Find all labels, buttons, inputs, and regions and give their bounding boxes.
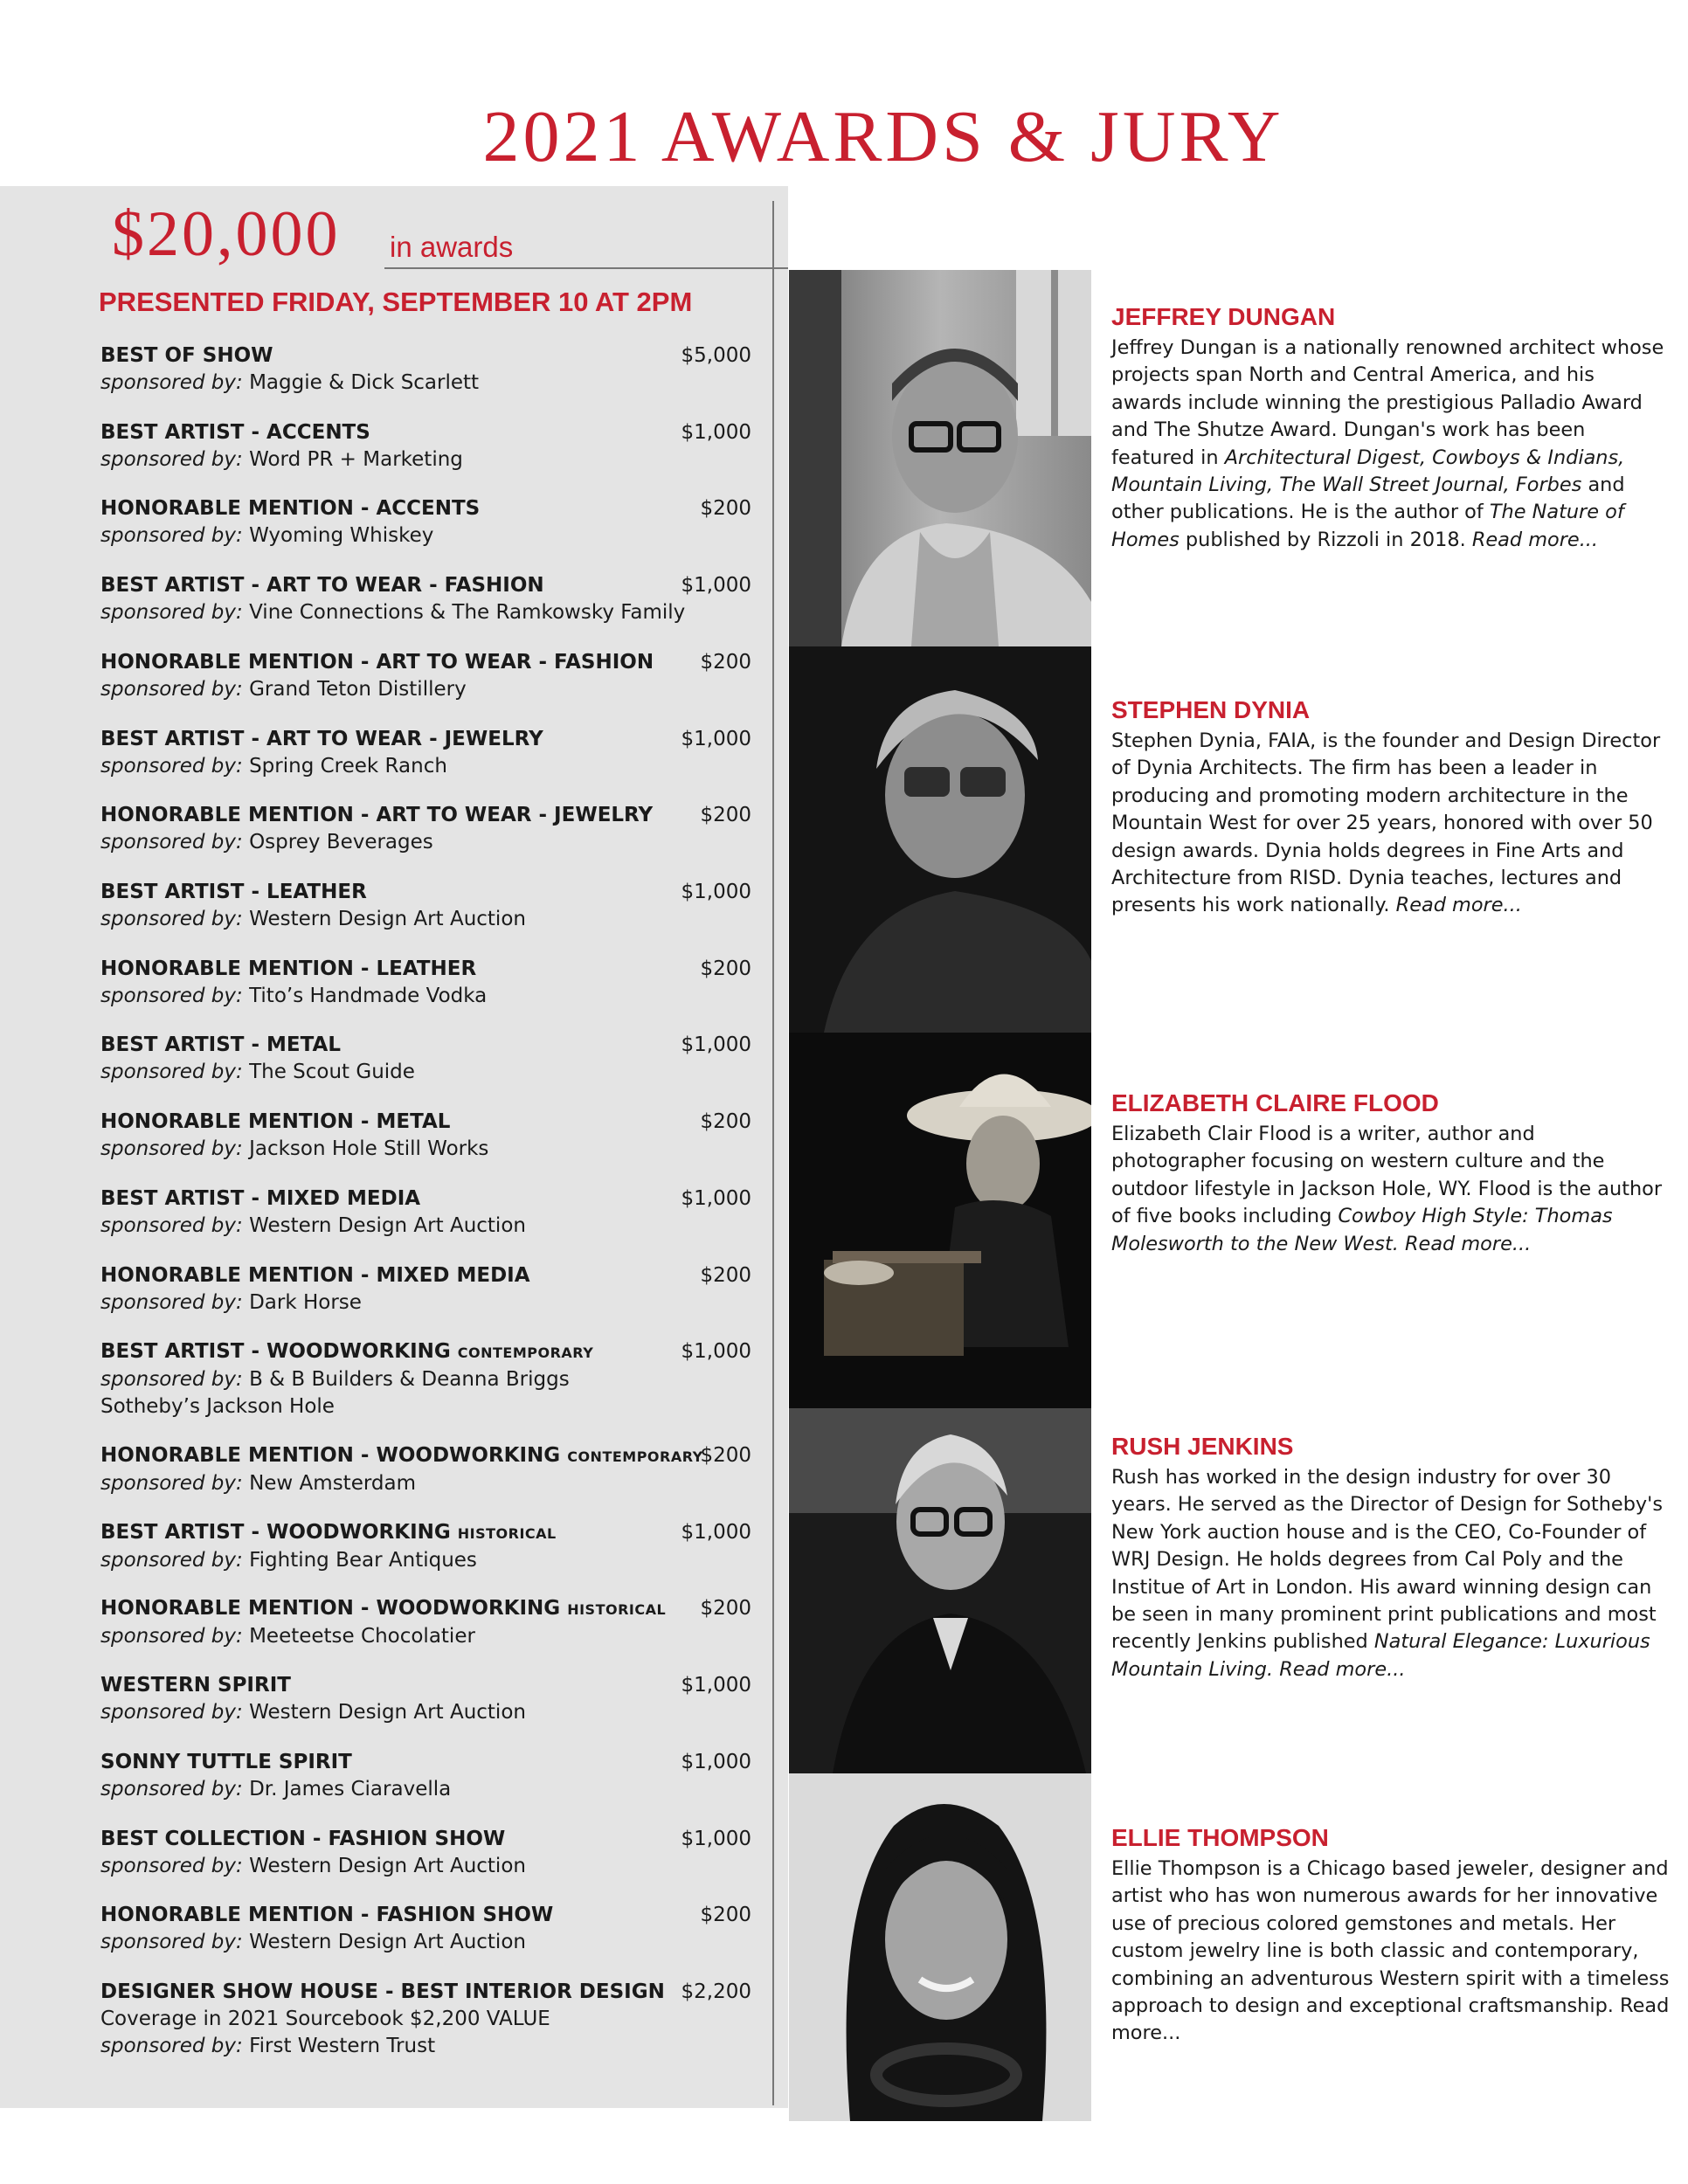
award-note: Coverage in 2021 Sourcebook $2,200 VALUE <box>100 2008 550 2030</box>
award-prize: $5,000 <box>681 344 751 367</box>
award-item <box>100 879 751 933</box>
sponsor-name: Western Design Art Auction <box>249 908 526 930</box>
award-sponsor <box>100 446 751 473</box>
jury-entry-jeffrey-dungan <box>1111 301 1671 554</box>
sponsor-name: Word PR + Marketing <box>249 448 463 471</box>
sponsor-label: sponsored by: <box>100 678 243 701</box>
sponsor-label: sponsored by: <box>100 1291 243 1314</box>
jury-bio <box>1111 1856 1671 2048</box>
jury-bio <box>1111 335 1671 554</box>
award-prize: $1,000 <box>681 728 751 750</box>
award-name: BEST ARTIST - ART TO WEAR - JEWELRY <box>100 728 543 750</box>
sponsor-name: Dr. James Ciaravella <box>249 1778 452 1800</box>
award-sponsor <box>100 753 751 780</box>
sponsor-label: sponsored by: <box>100 985 243 1007</box>
presentation-date: PRESENTED FRIDAY, SEPTEMBER 10 AT 2PM <box>99 287 693 317</box>
sponsor-name: Western Design Art Auction <box>249 1214 526 1237</box>
bio-italic-text: Natural Elegance: Luxurious Mountain Living. Read more... <box>1111 1630 1650 1681</box>
sponsor-name: Wyoming Whiskey <box>249 524 434 547</box>
award-title <box>100 1262 751 1289</box>
award-title <box>100 1109 751 1136</box>
bio-text: published by Rizzoli in 2018. <box>1179 528 1472 551</box>
award-title <box>100 802 751 829</box>
award-title <box>100 726 751 753</box>
sponsor-name: Dark Horse <box>249 1291 362 1314</box>
award-name: HONORABLE MENTION - WOODWORKING <box>100 1444 561 1467</box>
sponsor-label: sponsored by: <box>100 755 243 778</box>
jury-entry-rush-jenkins <box>1111 1431 1671 1683</box>
jury-name: JEFFREY DUNGAN <box>1111 303 1336 330</box>
sponsor-name: Fighting Bear Antiques <box>249 1549 477 1572</box>
award-title <box>100 879 751 906</box>
jury-photo-ellie-thompson <box>789 1773 1091 2121</box>
bio-text: Rush has worked in the design industry for over 30 years. He served as the Director of Design for Sotheby's New York auction house and is the CEO, Co-Founder of WRJ Design. He holds degrees from Cal Poly and the Institue of Art in London. His award winning design can be seen in many prominent print publications and most recently Jenkins published <box>1111 1466 1663 1654</box>
award-prize: $1,000 <box>681 881 751 903</box>
portrait-image <box>789 1033 1091 1408</box>
bio-text: Stephen Dynia, FAIA, is the founder and Design Director of Dynia Architects. The firm has been a leader in producing and promoting modern architecture in the Mountain West for over 25 years, honored with over 50 design awards. Dynia holds degrees in Fine Arts and Architecture from RISD. Dynia teaches, lectures and presents his work nationally. <box>1111 729 1661 917</box>
jury-name: ELIZABETH CLAIRE FLOOD <box>1111 1089 1439 1116</box>
sponsor-name: Western Design Art Auction <box>249 1855 526 1877</box>
award-category: CONTEMPORARY <box>567 1448 703 1465</box>
award-item <box>100 1902 751 1956</box>
award-title <box>100 1749 751 1776</box>
award-item <box>100 1826 751 1880</box>
sponsor-label: sponsored by: <box>100 1778 243 1800</box>
jury-entry-elizabeth-claire-flood <box>1111 1088 1671 1258</box>
bio-text: Ellie Thompson is a Chicago based jeweler, designer and artist who has won numerous awards for her innovative use of precious colored gemstones and metals. Her custom jewelry line is both classic and contemporary, combining an adventurous Western spirit with a timeless approach to design and exceptional craftsmanship. Read more... <box>1111 1857 1670 2045</box>
award-sponsor-extra: Sotheby’s Jackson Hole <box>100 1395 335 1418</box>
award-sponsor <box>100 1623 751 1650</box>
sponsor-label: sponsored by: <box>100 524 243 547</box>
award-category: CONTEMPORARY <box>457 1344 594 1361</box>
sponsor-label: sponsored by: <box>100 831 243 854</box>
award-prize: $200 <box>700 804 751 826</box>
award-name: HONORABLE MENTION - WOODWORKING <box>100 1597 561 1620</box>
award-item <box>100 1032 751 1086</box>
portrait-image <box>789 1773 1091 2121</box>
bio-italic-text: Read more... <box>1395 894 1522 917</box>
jury-photo-rush-jenkins <box>789 1408 1091 1773</box>
award-sponsor <box>100 1366 751 1393</box>
award-title <box>100 1902 751 1929</box>
award-item <box>100 419 751 473</box>
sponsor-label: sponsored by: <box>100 1137 243 1160</box>
award-item <box>100 1185 751 1240</box>
sponsor-name: Tito’s Handmade Vodka <box>249 985 488 1007</box>
award-prize: $1,000 <box>681 574 751 597</box>
award-prize: $200 <box>700 957 751 980</box>
award-name: HONORABLE MENTION - ART TO WEAR - JEWELRY <box>100 804 654 826</box>
award-sponsor <box>100 370 751 397</box>
jury-photo-stephen-dynia <box>789 646 1091 1033</box>
portrait-image <box>789 270 1091 646</box>
award-sponsor <box>100 676 751 703</box>
award-title <box>100 1826 751 1853</box>
sponsor-label: sponsored by: <box>100 1549 243 1572</box>
award-name: BEST ARTIST - METAL <box>100 1033 342 1056</box>
awards-total-label: in awards <box>390 231 514 263</box>
award-prize: $1,000 <box>681 1674 751 1697</box>
jury-bio <box>1111 1121 1671 1258</box>
award-prize: $1,000 <box>681 1521 751 1544</box>
portrait-image <box>789 646 1091 1033</box>
sponsor-name: Vine Connections & The Ramkowsky Family <box>249 601 686 624</box>
jury-bio <box>1111 1464 1671 1683</box>
award-item <box>100 1338 751 1420</box>
award-name: BEST ARTIST - ACCENTS <box>100 421 370 444</box>
bio-italic-text: Cowboy High Style: Thomas Molesworth to the New West. Read more... <box>1111 1205 1613 1255</box>
award-sponsor <box>100 1136 751 1163</box>
award-name: SONNY TUTTLE SPIRIT <box>100 1751 352 1773</box>
award-sponsor <box>100 1289 751 1317</box>
sponsor-label: sponsored by: <box>100 1472 243 1495</box>
jury-entry-ellie-thompson <box>1111 1822 1671 2048</box>
sponsor-name: Spring Creek Ranch <box>249 755 447 778</box>
sponsor-label: sponsored by: <box>100 371 243 394</box>
award-title <box>100 1979 751 2006</box>
award-name: HONORABLE MENTION - MIXED MEDIA <box>100 1264 530 1287</box>
jury-name: STEPHEN DYNIA <box>1111 696 1311 723</box>
award-title <box>100 956 751 983</box>
award-prize: $2,200 <box>681 1980 751 2003</box>
award-prize: $200 <box>700 1110 751 1133</box>
sponsor-label: sponsored by: <box>100 2035 243 2057</box>
award-prize: $1,000 <box>681 1751 751 1773</box>
bio-text: Jeffrey Dungan is a nationally renowned architect whose projects span North and Central America, and his awards include winning the prestigious Palladio Award and The Shutze Award. Dungan's work has been featured in <box>1111 336 1664 469</box>
award-item <box>100 1109 751 1163</box>
award-prize: $1,000 <box>681 1187 751 1210</box>
award-name: HONORABLE MENTION - FASHION SHOW <box>100 1904 554 1926</box>
award-item <box>100 1595 751 1650</box>
award-prize: $1,000 <box>681 1033 751 1056</box>
award-item <box>100 572 751 626</box>
award-sponsor <box>100 2033 751 2060</box>
award-title <box>100 1442 751 1470</box>
award-name: WESTERN SPIRIT <box>100 1674 291 1697</box>
sponsor-label: sponsored by: <box>100 448 243 471</box>
award-title <box>100 1519 751 1547</box>
award-sponsor <box>100 906 751 933</box>
award-sponsor <box>100 1776 751 1803</box>
award-title <box>100 1032 751 1059</box>
panel-divider-horizontal <box>384 267 788 269</box>
award-sponsor <box>100 829 751 856</box>
award-sponsor <box>100 1699 751 1726</box>
award-sponsor <box>100 983 751 1010</box>
jury-photo-elizabeth-claire-flood <box>789 1033 1091 1408</box>
award-title <box>100 1338 751 1366</box>
bio-text: and other publications. He is the author of <box>1111 473 1625 524</box>
award-item <box>100 1979 751 2060</box>
award-prize: $1,000 <box>681 1828 751 1850</box>
sponsor-name: Jackson Hole Still Works <box>249 1137 489 1160</box>
jury-name: RUSH JENKINS <box>1111 1433 1294 1460</box>
award-name: BEST ARTIST - WOODWORKING <box>100 1521 451 1544</box>
bio-text: Elizabeth Clair Flood is a writer, author and photographer focusing on western culture and the outdoor lifestyle in Jackson Hole, WY. Flood is the author of five books including <box>1111 1123 1663 1228</box>
portrait-image <box>789 1408 1091 1773</box>
jury-bio <box>1111 728 1671 920</box>
award-prize: $1,000 <box>681 1340 751 1363</box>
award-title <box>100 495 751 522</box>
award-category: HISTORICAL <box>567 1601 667 1618</box>
sponsor-label: sponsored by: <box>100 908 243 930</box>
award-item <box>100 1672 751 1726</box>
sponsor-name: Western Design Art Auction <box>249 1931 526 1953</box>
award-item <box>100 1519 751 1574</box>
award-item <box>100 495 751 549</box>
award-name: HONORABLE MENTION - METAL <box>100 1110 451 1133</box>
award-prize: $1,000 <box>681 421 751 444</box>
bio-italic-text: Architectural Digest, Cowboys & Indians, Mountain Living, The Wall Street Journal, Forbes <box>1111 446 1625 497</box>
award-title <box>100 342 751 370</box>
award-name: HONORABLE MENTION - LEATHER <box>100 957 477 980</box>
award-item <box>100 342 751 397</box>
award-name: BEST ARTIST - WOODWORKING <box>100 1340 451 1363</box>
sponsor-label: sponsored by: <box>100 1701 243 1724</box>
award-item <box>100 649 751 703</box>
bio-italic-text: Read more... <box>1471 528 1599 551</box>
sponsor-name: The Scout Guide <box>249 1061 415 1083</box>
award-item <box>100 1262 751 1317</box>
sponsor-label: sponsored by: <box>100 1855 243 1877</box>
panel-divider-vertical <box>772 201 774 2105</box>
sponsor-name: Osprey Beverages <box>249 831 433 854</box>
award-sponsor <box>100 1470 751 1497</box>
sponsor-label: sponsored by: <box>100 601 243 624</box>
award-prize: $200 <box>700 497 751 520</box>
award-title <box>100 572 751 599</box>
award-prize: $200 <box>700 1904 751 1926</box>
award-title <box>100 1595 751 1623</box>
award-sponsor <box>100 599 751 626</box>
award-name: DESIGNER SHOW HOUSE - BEST INTERIOR DESIGN <box>100 1980 665 2003</box>
sponsor-label: sponsored by: <box>100 1368 243 1391</box>
sponsor-label: sponsored by: <box>100 1625 243 1648</box>
sponsor-name: First Western Trust <box>249 2035 436 2057</box>
sponsor-name: Meeteetse Chocolatier <box>249 1625 475 1648</box>
award-item <box>100 726 751 780</box>
jury-name: ELLIE THOMPSON <box>1111 1824 1329 1851</box>
award-item <box>100 956 751 1010</box>
award-sponsor <box>100 1547 751 1574</box>
award-name: HONORABLE MENTION - ART TO WEAR - FASHION <box>100 651 654 674</box>
award-prize: $200 <box>700 1597 751 1620</box>
award-sponsor <box>100 1929 751 1956</box>
award-title <box>100 1185 751 1213</box>
sponsor-label: sponsored by: <box>100 1931 243 1953</box>
awards-total-amount: $20,000 <box>112 198 341 270</box>
sponsor-name: B & B Builders & Deanna Briggs <box>249 1368 570 1391</box>
bio-italic-text: The Nature of Homes <box>1111 501 1624 551</box>
jury-entry-stephen-dynia <box>1111 695 1671 920</box>
award-name: HONORABLE MENTION - ACCENTS <box>100 497 481 520</box>
award-prize: $200 <box>700 1264 751 1287</box>
award-sponsor <box>100 1059 751 1086</box>
award-title <box>100 649 751 676</box>
page-title: 2021 AWARDS & JURY <box>482 96 1284 177</box>
award-title <box>100 419 751 446</box>
award-prize: $200 <box>700 1444 751 1467</box>
sponsor-label: sponsored by: <box>100 1214 243 1237</box>
award-name: BEST ARTIST - MIXED MEDIA <box>100 1187 421 1210</box>
award-category: HISTORICAL <box>457 1525 557 1542</box>
jury-photo-jeffrey-dungan <box>789 270 1091 646</box>
sponsor-name: Maggie & Dick Scarlett <box>249 371 480 394</box>
award-name: BEST OF SHOW <box>100 344 273 367</box>
award-prize: $200 <box>700 651 751 674</box>
award-sponsor <box>100 522 751 549</box>
award-item <box>100 1442 751 1497</box>
award-name: BEST ARTIST - ART TO WEAR - FASHION <box>100 574 544 597</box>
award-name: BEST ARTIST - LEATHER <box>100 881 367 903</box>
sponsor-name: Western Design Art Auction <box>249 1701 526 1724</box>
sponsor-label: sponsored by: <box>100 1061 243 1083</box>
award-item <box>100 1749 751 1803</box>
award-item <box>100 802 751 856</box>
sponsor-name: Grand Teton Distillery <box>249 678 467 701</box>
sponsor-name: New Amsterdam <box>249 1472 416 1495</box>
award-sponsor <box>100 1853 751 1880</box>
award-sponsor <box>100 1213 751 1240</box>
award-title <box>100 1672 751 1699</box>
award-name: BEST COLLECTION - FASHION SHOW <box>100 1828 506 1850</box>
